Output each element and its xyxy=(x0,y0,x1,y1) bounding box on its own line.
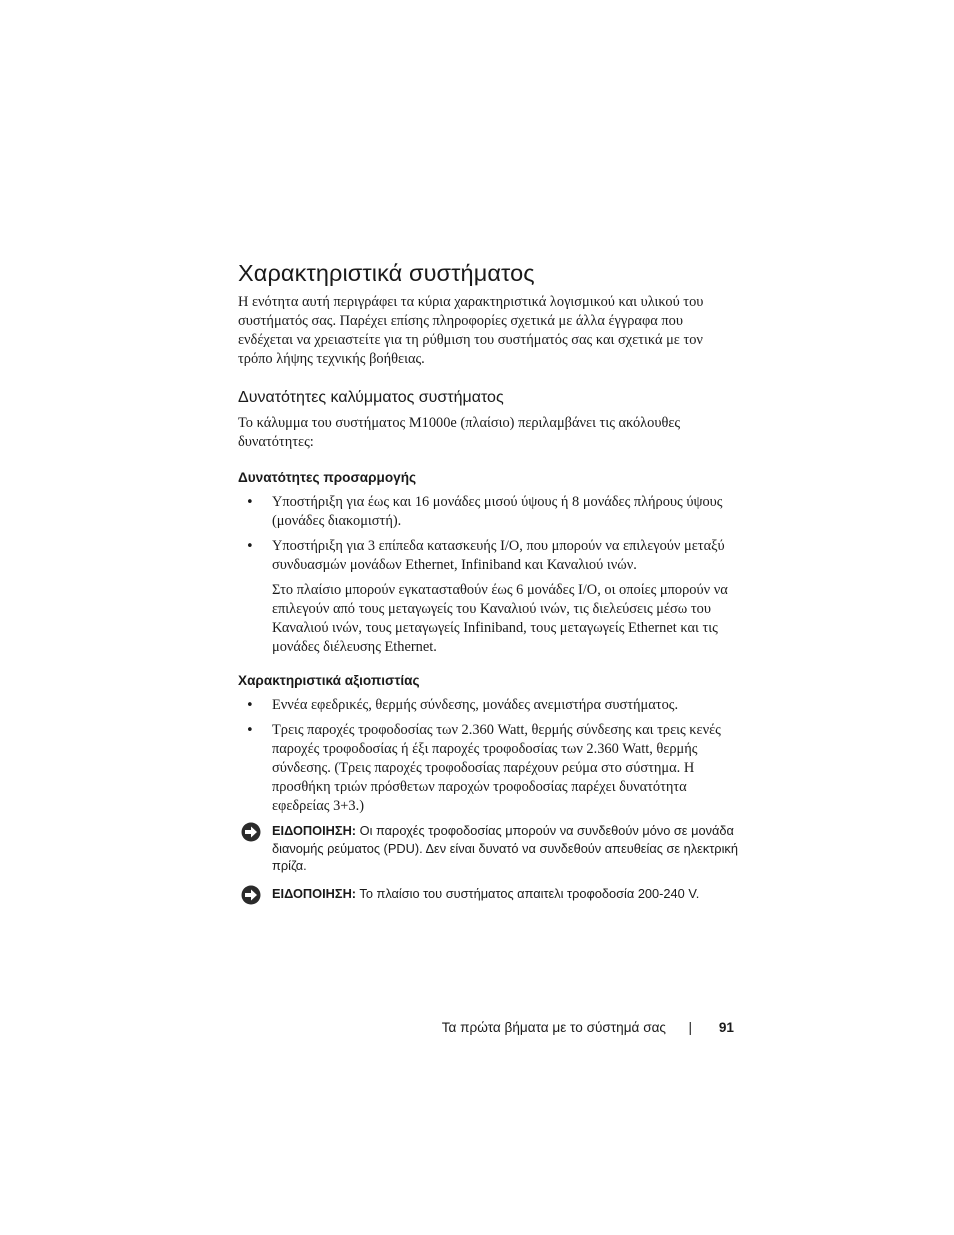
bullet-icon: • xyxy=(246,539,254,554)
notice-label: ΕΙΔΟΠΟΙΗΣΗ: xyxy=(272,823,357,838)
reliability-heading: Χαρακτηριστικά αξιοπιστίας xyxy=(238,673,420,688)
notice-text: Οι παροχές τροφοδοσίας μπορούν να συνδεθούν μόνο σε μονάδα διανομής ρεύματος (PDU). Δεν είναι δυνατό να συνδεθούν απευθείας σε ηλεκτρική πρίζα. xyxy=(272,823,738,873)
page-number: 91 xyxy=(718,1020,734,1035)
list-item-text: Υποστήριξη για 3 επίπεδα κατασκευής I/O, που μπορούν να επιλεγούν μεταξύ συνδυασμών μονάδων Ethernet, Infiniband και Καναλιού ινών. xyxy=(272,538,725,573)
bullet-icon: • xyxy=(246,495,254,510)
bullet-icon: • xyxy=(246,698,254,713)
notice-power-pdu xyxy=(238,822,738,875)
page-footer xyxy=(238,1017,734,1039)
bullet-icon: • xyxy=(246,723,254,738)
list-item-detail: Στο πλαίσιο μπορούν εγκατασταθούν έως 6 μονάδες I/O, οι οποίες μπορούν να επιλεγούν από τους μεταγωγείς του Καναλιού ινών, τις διελεύσεις μέσω του Καναλιού ινών, τους μεταγωγείς Infiniband, τους μεταγωγείς Ethernet και τις μονάδες διέλευσης Ethernet. xyxy=(272,582,728,655)
list-item xyxy=(238,721,738,816)
section-title: Χαρακτηριστικά συστήματος xyxy=(238,260,535,286)
list-item-text: Υποστήριξη για έως και 16 μονάδες μισού ύψους ή 8 μονάδες πλήρους ύψους (μονάδες διακομιστή). xyxy=(272,494,723,529)
list-item xyxy=(238,537,738,657)
adaptability-list xyxy=(238,493,738,657)
adaptability-heading: Δυνατότητες προσαρμογής xyxy=(238,470,417,485)
reliability-list xyxy=(238,696,738,816)
notice-arrow-icon xyxy=(241,885,261,905)
list-item-text: Τρεις παροχές τροφοδοσίας των 2.360 Watt, θερμής σύνδεσης και τρεις κενές παροχές τροφοδοσίας ή έξι παροχές τροφοδοσίας των 2.360 Watt, θερμής σύνδεσης. (Τρεις παροχές τροφοδοσίας παρέχουν ρεύμα στο σύστημα. Η προσθήκη τριών πρόσθετων παροχών τροφοδοσίας παρέχει δυνατότητα εφεδρείας 3+3.) xyxy=(272,722,721,814)
notice-label: ΕΙΔΟΠΟΙΗΣΗ: xyxy=(272,885,357,901)
section-intro: Η ενότητα αυτή περιγράφει τα κύρια χαρακτηριστικά λογισμικού και υλικού του συστήματός σας. Παρέχει επίσης πληροφορίες σχετικά με άλλα έγγραφα που ενδέχεται να χρειαστείτε για τη ρύθμιση του συστήματός σας και σχετικά με τον τρόπο λήψης τεχνικής βοήθειας. xyxy=(238,294,704,367)
list-item xyxy=(238,696,738,715)
footer-title: Τα πρώτα βήματα με το σύστημά σας xyxy=(441,1020,666,1035)
notice-power-voltage xyxy=(238,885,738,903)
footer-separator: | xyxy=(688,1020,692,1035)
list-item xyxy=(238,493,738,531)
chassis-intro: Το κάλυμμα του συστήματος M1000e (πλαίσιο) περιλαμβάνει τις ακόλουθες δυνατότητες: xyxy=(238,415,681,450)
list-item-text: Εννέα εφεδρικές, θερμής σύνδεσης, μονάδες ανεμιστήρα συστήματος. xyxy=(272,697,679,713)
notice-text: Το πλαίσιο του συστήματος απαιτελι τροφοδοσία 200-240 V. xyxy=(359,885,700,901)
notice-arrow-icon xyxy=(241,822,261,842)
page-content xyxy=(238,255,738,902)
chassis-heading: Δυνατότητες καλύμματος συστήματος xyxy=(238,389,504,406)
